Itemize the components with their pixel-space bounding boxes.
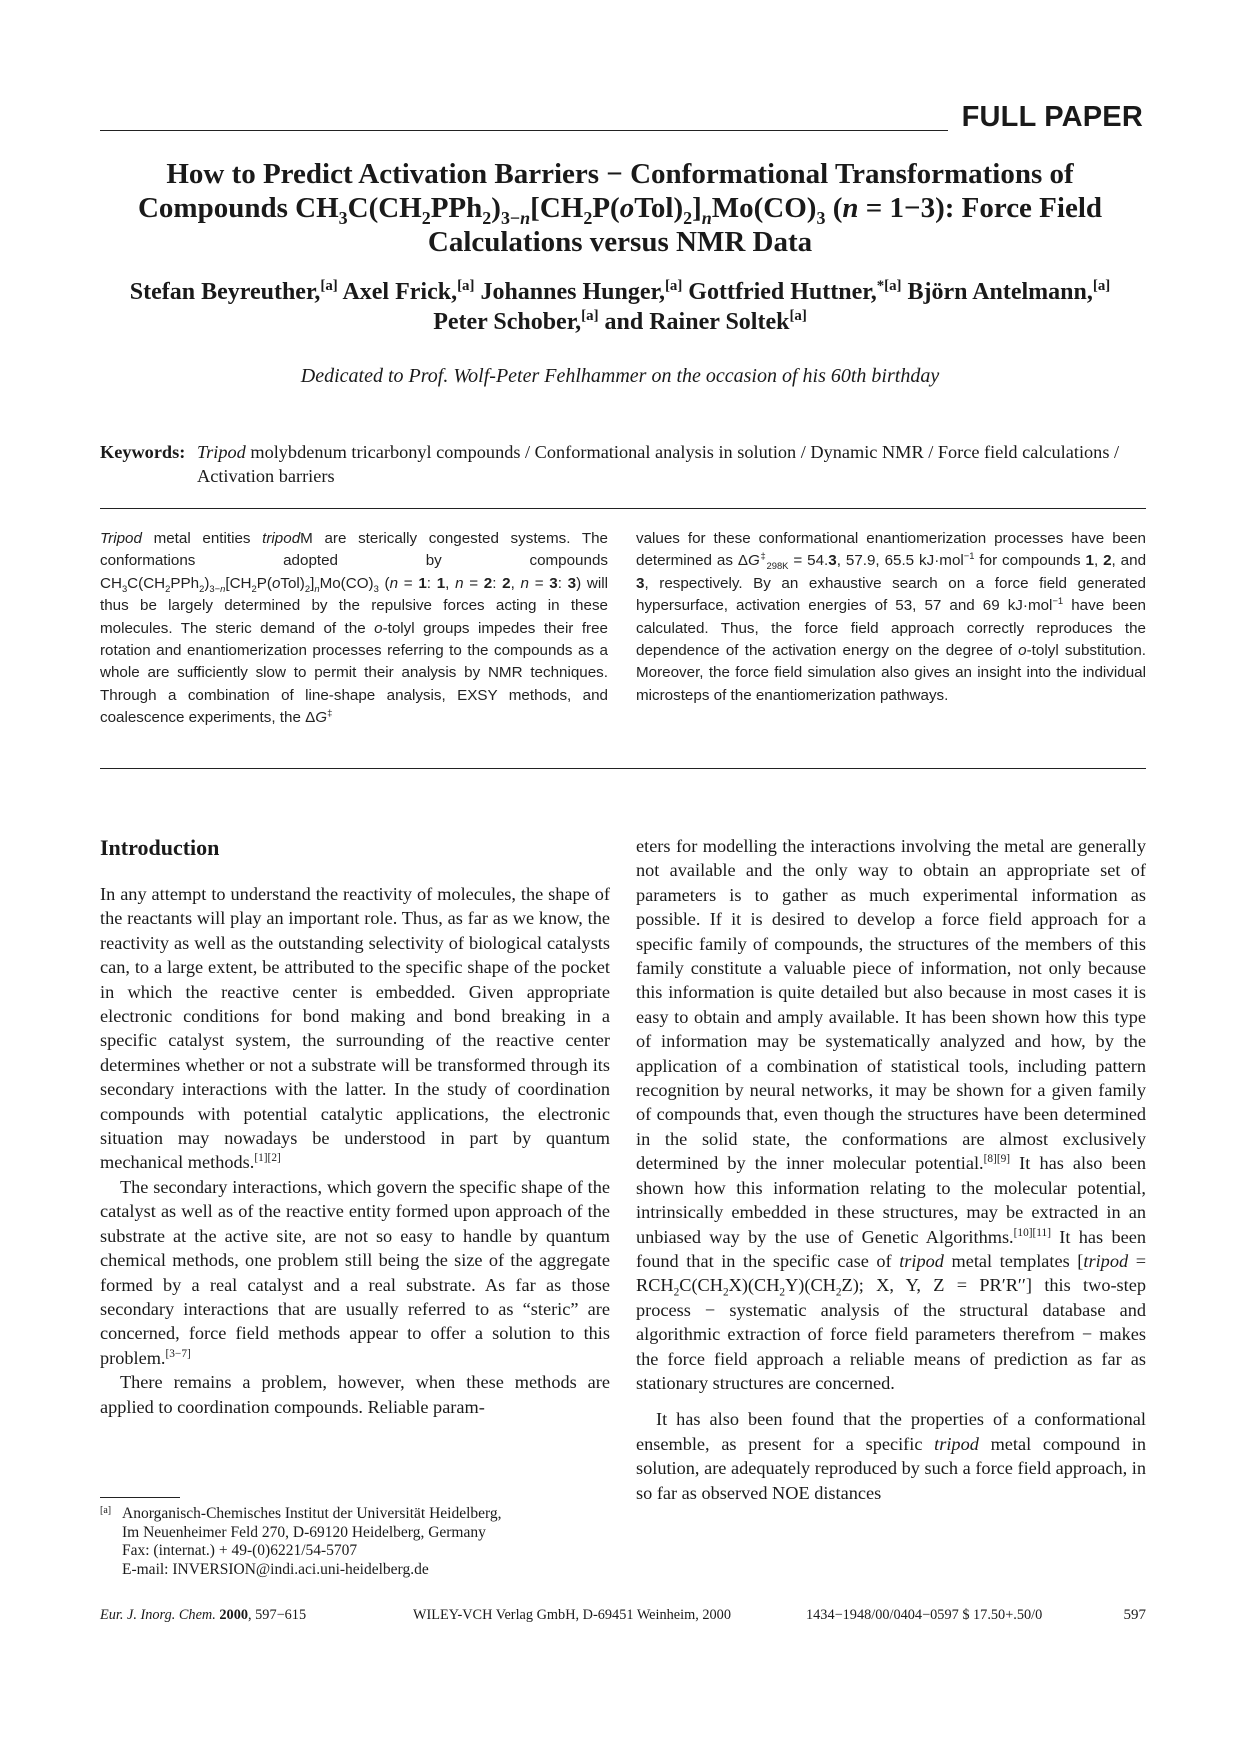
intro-left-column bbox=[100, 882, 610, 1419]
intro-paragraph-3: There remains a problem, however, when these methods are applied to coordination compounds. Reliable param- bbox=[100, 1372, 610, 1417]
footnote-line: Fax: (internat.) + 49-(0)6221/54-5707 bbox=[122, 1542, 358, 1560]
footer-publisher: WILEY-VCH Verlag GmbH, D-69451 Weinheim, 2000 bbox=[413, 1607, 731, 1623]
abstract-bottom-rule bbox=[100, 768, 1146, 769]
intro-paragraph-2: The secondary interactions, which govern the specific shape of the catalyst as well as of the reactive entity formed upon approach of the substrate at the active site, are not so easy to handle by quantum chemical methods, one problem still being the size of the aggregate formed by a real catalyst and a real substrate. As far as those secondary interactions that are usually referred to as “steric” are concerned, force field methods appear to offer a solution to this problem.[3−7] bbox=[100, 1176, 610, 1368]
page-footer bbox=[100, 1607, 1146, 1629]
header-rule bbox=[100, 130, 948, 131]
section-tag: FULL PAPER bbox=[961, 101, 1143, 133]
footnote-line: Im Neuenheimer Feld 270, D-69120 Heidelberg, Germany bbox=[122, 1523, 486, 1541]
abstract-right-column: values for these conformational enantiomerization processes have been determined as $\Delta G^\ddagger_{298K} = 54.3$, 57.9, 65.5 kJ·mol$^{-1}$ for compounds 1, 2, and 3, respectively. By an exhaustive search on a force field generated hypersurface, activation energies of 53, 57 and 69 kJ·mol$^{-1}$ have been calculated. Thus, the force field approach correctly reproduces the dependence of the activation energy on the degree of o-tolyl substitution. Moreover, the force field simulation also gives an insight into the individual microsteps of the enantiomerization pathways. bbox=[636, 530, 1147, 704]
keywords-text: Tripod molybdenum tricarbonyl compounds / Conformational analysis in solution / Dynamic NMR / Force field calculations / Activation barriers bbox=[197, 442, 1120, 486]
footnote-lines bbox=[122, 1505, 622, 1579]
footnote-line: E-mail: INVERSION@indi.aci.uni-heidelberg.de bbox=[122, 1560, 429, 1578]
abstract-top-rule bbox=[100, 508, 1146, 509]
page-number: 597 bbox=[1123, 1607, 1146, 1623]
intro-paragraph-1: In any attempt to understand the reactivity of molecules, the shape of the reactants will play an important role. Thus, as far as we know, the reactivity as well as the outstanding selectivity of biological catalysts can, to a large extent, be attributed to the specific shape of the pocket in which the reactive center is embedded. Given appropriate electronic conditions for bond making and bond breaking in a specific catalyst system, the surrounding of the reactive center determines whether or not a substrate will be transformed through its secondary interactions with the latter. In the study of coordination compounds with potential catalytic applications, the electronic situation may nowadays be understood in part by quantum mechanical methods.[1][2] bbox=[100, 884, 610, 1173]
footer-issn: 1434−1948/00/0404−0597 $ 17.50+.50/0 bbox=[806, 1607, 1043, 1623]
dedication: Dedicated to Prof. Wolf-Peter Fehlhammer on the occasion of his 60th birthday bbox=[300, 365, 940, 387]
intro-paragraph-5: It has also been found that the properties of a conformational ensemble, as present for a specific tripod metal compound in solution, are adequately reproduced by such a force field approach, in so far as observed NOE distances bbox=[636, 1409, 1146, 1503]
keywords-label: Keywords: bbox=[100, 442, 186, 462]
footnote-mark: [a] bbox=[100, 1505, 112, 1516]
paper-title: How to Predict Activation Barriers − Conformational Transformations of Compounds $CH_3C(CH_2PPh_2)_{3-n}[CH_2P(oTol)_2]_nMo(CO)_3$ (n = 1−3): Force Field Calculations versus NMR Data bbox=[137, 158, 1103, 258]
abstract-left-column: Tripod metal entities tripodM are sterically congested systems. The conformations adopted by compounds $CH_3C(CH_2PPh_2)_{3-n}[CH_2P(oTol)_2]_nMo(CO)_3$ (n = 1: 1, n = 2: 2, n = 3: 3) will thus be largely determined by the repulsive forces acting in these molecules. The steric demand of the o-tolyl groups impedes their free rotation and enantiomerization processes referring to the compounds as a whole are sufficiently slow to permit their analysis by NMR techniques. Through a combination of line-shape analysis, EXSY methods, and coalescence experiments, the ΔG‡ bbox=[100, 530, 609, 727]
author-list: Stefan Beyreuther,[a] Axel Frick,[a] Johannes Hunger,[a] Gottfried Huttner,$^{*[a]}$ Björn Antelmann,[a] Peter Schober,[a] and Rainer Soltek[a] bbox=[129, 278, 1111, 335]
intro-right-column bbox=[636, 834, 1146, 1505]
footer-journal: Eur. J. Inorg. Chem. 2000, 597−615 bbox=[100, 1607, 307, 1623]
intro-paragraph-4: eters for modelling the interactions involving the metal are generally not available and the only way to obtain an appropriate set of parameters is to gather as much experimental information as possible. If it is desired to develop a force field approach for a specific family of compounds, the structures of the members of this family constitute a valuable piece of information, not only because this information is quite detailed but also because in most cases it is easy to obtain and amply available. It has been shown how this type of information may be systematically analyzed and how, by the application of a combination of statistical tools, including pattern recognition by neural networks, it may be shown for a given family of compounds that, even though the structures have been determined in the solid state, the conformations are almost exclusively determined by the inner molecular potential.[8][9] It has also been shown how this information relating to the molecular potential, intrinsically embedded in these structures, may be extracted in an unbiased way by the use of Genetic Algorithms.[10][11] It has been found that in the specific case of tripod metal templates [tripod = $RCH_2C(CH_2X)(CH_2Y)(CH_2Z)$; X, Y, Z = PR′R′′] this two-step process − systematic analysis of the structural database and algorithmic extraction of force field parameters therefrom − makes the force field approach a reliable means of prediction as far as stationary structures are concerned. bbox=[636, 836, 1146, 1393]
introduction-heading: Introduction bbox=[100, 835, 220, 860]
footnote-line: Anorganisch-Chemisches Institut der Universität Heidelberg, bbox=[122, 1505, 502, 1522]
footnote-rule bbox=[100, 1497, 180, 1498]
